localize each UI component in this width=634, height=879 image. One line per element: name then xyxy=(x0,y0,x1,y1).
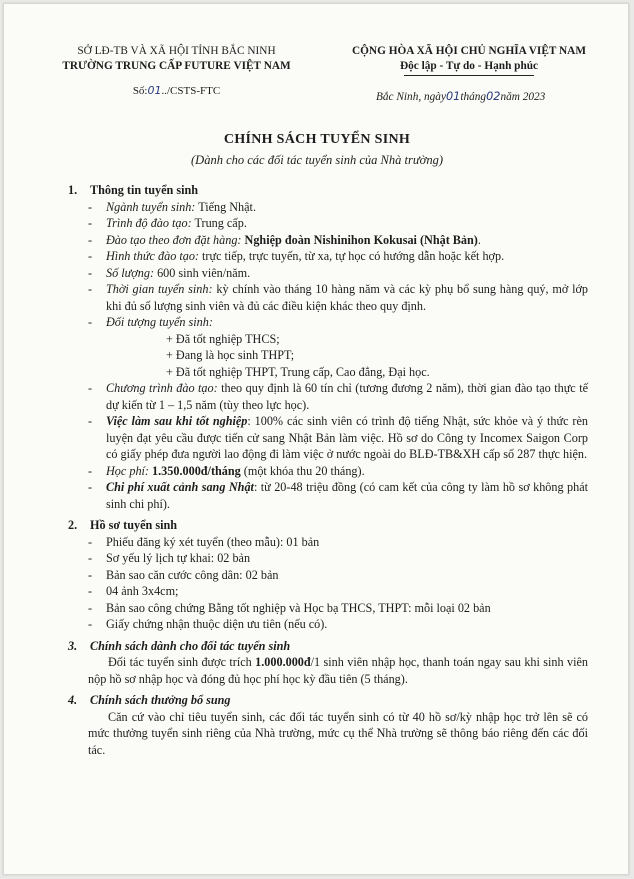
list-item: - Việc làm sau khi tốt nghiệp: 100% các sinh viên có trình độ tiếng Nhật, sức khỏe và ý thức rèn luyện đạt yêu cầu được tiến cử sang Nhật Bản làm việc. Hồ sơ do Công ty Incomex Saigon Corp có giấy phép đưa người lao động đi làm việc ở nước ngoài do BLĐ-TB&XH cấp số 287 thực hiện. xyxy=(88,414,588,461)
document-page xyxy=(3,3,629,875)
document-body xyxy=(68,182,589,758)
list-item: - Bản sao căn cước công dân: 02 bản xyxy=(88,567,279,582)
list-item: - Chi phí xuất cảnh sang Nhật: từ 20-48 triệu đồng (có cam kết của công ty làm hồ sơ không phát sinh chi phí). xyxy=(88,480,588,511)
eligibility-item: + Đang là học sinh THPT; xyxy=(166,348,295,362)
issuer-school: TRƯỜNG TRUNG CẤP FUTURE VIỆT NAM xyxy=(62,60,291,72)
partner-policy-paragraph: Đối tác tuyển sinh được trích 1.000.000đ/1 sinh viên nhập học, thanh toán ngay sau khi sinh viên nộp hồ sơ nhập học và đóng đủ học phí học kỳ đầu tiên (5 tháng). xyxy=(88,655,588,686)
section-number: 4. xyxy=(68,693,78,707)
section-title: Chính sách thưởng bổ sung xyxy=(90,693,231,707)
list-item: - Đối tượng tuyển sinh: xyxy=(88,315,213,329)
national-header xyxy=(319,44,619,76)
section-number: 3. xyxy=(68,638,78,653)
list-item: - Hình thức đào tạo: trực tiếp, trực tuyến, từ xa, tự học có hướng dẫn hoặc kết hợp. xyxy=(88,249,505,263)
list-item: - Phiếu đăng ký xét tuyển (theo mẫu): 01 bản xyxy=(88,534,320,549)
issuer-header xyxy=(34,44,319,99)
section-title: Thông tin tuyển sinh xyxy=(90,183,199,197)
date-day-handwritten: 01 xyxy=(445,90,461,103)
list-item: - Số lượng: 600 sinh viên/năm. xyxy=(88,265,251,280)
list-item: - Chương trình đào tạo: theo quy định là 60 tín chỉ (tương đương 2 năm), thời gian đào tạo thực tế dự kiến từ 1 – 1,5 năm (tùy theo lực học). xyxy=(88,381,589,412)
date-month-label: tháng xyxy=(460,91,487,103)
document-number xyxy=(34,83,319,99)
list-item: - Trình độ đào tạo: Trung cấp. xyxy=(88,216,247,230)
list-item: - 04 ảnh 3x4cm; xyxy=(88,584,179,598)
list-item: - Ngành tuyển sinh: Tiếng Nhật. xyxy=(88,199,256,214)
date-year: năm 2023 xyxy=(500,91,546,103)
list-item: - Bản sao công chứng Bằng tốt nghiệp và Học bạ THCS, THPT: mỗi loại 02 bản xyxy=(88,600,491,615)
list-item: - Thời gian tuyển sinh: kỳ chính vào tháng 10 hàng năm và các kỳ phụ bổ sung hàng quý, mở lớp khi đủ số lượng sinh viên và đủ các điều kiện khác theo quy định. xyxy=(88,282,588,313)
list-item: - Đào tạo theo đơn đặt hàng: Nghiệp đoàn Nishinihon Kokusai (Nhật Bản). xyxy=(88,232,481,247)
document-number-code: ../CSTS-FTC xyxy=(161,85,221,97)
eligibility-item: + Đã tốt nghiệp THPT, Trung cấp, Cao đẳng, Đại học. xyxy=(166,364,430,379)
list-item: - Học phí: 1.350.000đ/tháng (một khóa thu 20 tháng). xyxy=(88,463,365,478)
list-item: - Giấy chứng nhận thuộc diện ưu tiên (nếu có). xyxy=(88,617,328,631)
national-title: CỘNG HÒA XÃ HỘI CHỦ NGHĨA VIỆT NAM xyxy=(351,45,587,57)
date-prefix: Bắc Ninh, ngày xyxy=(376,91,446,103)
document-number-handwritten: 01 xyxy=(147,84,162,97)
section-title: Chính sách dành cho đối tác tuyển sinh xyxy=(90,638,291,653)
section-4-heading xyxy=(68,692,588,709)
bonus-policy-paragraph: Căn cứ vào chỉ tiêu tuyển sinh, các đối tác tuyển sinh có từ 40 hồ sơ/kỳ nhập học trở lên sẽ có mức thưởng tuyển sinh riêng của Nhà trường, mức cụ thể Nhà trường sẽ thông báo riêng đến các đối tác. xyxy=(88,709,588,757)
document-date xyxy=(376,90,545,103)
section-number: 2. xyxy=(68,518,78,532)
date-month-handwritten: 02 xyxy=(486,90,501,103)
issuer-department: SỞ LĐ-TB VÀ XÃ HỘI TỈNH BẮC NINH xyxy=(77,45,276,57)
eligibility-item: + Đã tốt nghiệp THCS; xyxy=(166,331,280,346)
list-item: - Sơ yếu lý lịch tự khai: 02 bản xyxy=(88,551,251,565)
section-title: Hồ sơ tuyển sinh xyxy=(90,518,178,532)
document-subtitle: (Dành cho các đối tác tuyển sinh của Nhà trường) xyxy=(191,153,443,167)
motto-underline xyxy=(404,75,534,76)
document-title: CHÍNH SÁCH TUYỂN SINH xyxy=(223,132,411,147)
section-1-heading xyxy=(68,182,588,199)
section-2-heading xyxy=(68,517,588,534)
eligibility-list xyxy=(88,331,588,381)
section-number: 1. xyxy=(68,183,78,197)
document-number-label: Số: xyxy=(132,85,148,97)
section-3-heading xyxy=(68,638,588,655)
national-motto: Độc lập - Tự do - Hạnh phúc xyxy=(399,60,539,72)
